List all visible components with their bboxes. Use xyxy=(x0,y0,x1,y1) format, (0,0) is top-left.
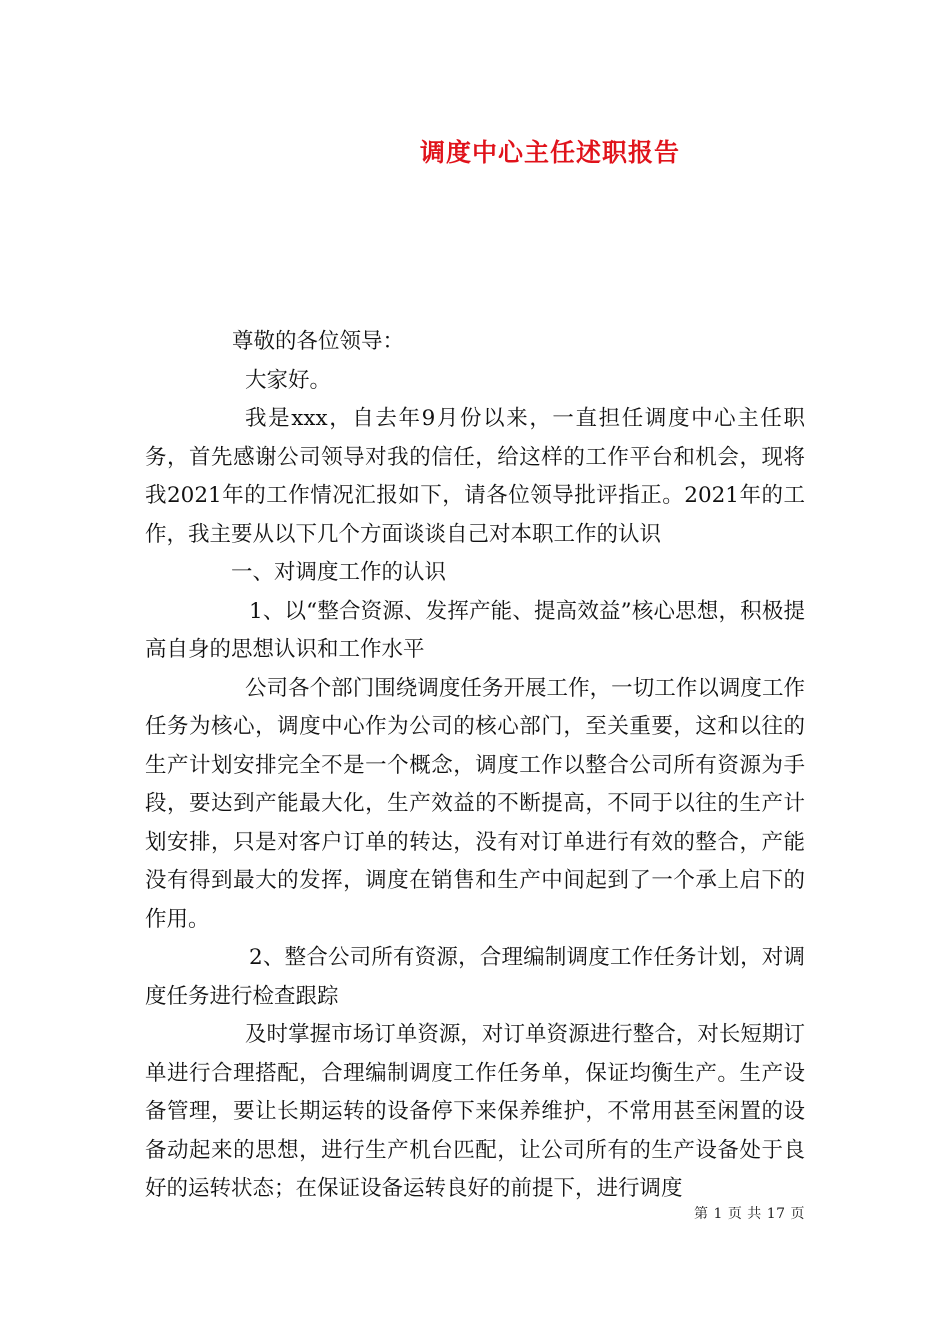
document-body xyxy=(145,323,805,1209)
document-title: 调度中心主任述职报告 xyxy=(419,138,680,167)
page-number: 第 1 页 共 17 页 xyxy=(694,1206,805,1222)
intro-paragraph: 我是xxx，自去年9月份以来，一直担任调度中心主任职务，首先感谢公司领导对我的信任，给这样的工作平台和机会，现将我2021年的工作情况汇报如下，请各位领导批评指正。2021年的工作，我主要从以下几个方面谈谈自己对本职工作的认识 xyxy=(145,406,805,547)
body-paragraph-1: 公司各个部门围绕调度任务开展工作，一切工作以调度工作任务为核心，调度中心作为公司的核心部门，至关重要，这和以往的生产计划安排完全不是一个概念，调度工作以整合公司所有资源为手段，要达到产能最大化，生产效益的不断提高，不同于以往的生产计划安排，只是对客户订单的转达，没有对订单进行有效的整合，产能没有得到最大的发挥，调度在销售和生产中间起到了一个承上启下的作用。 xyxy=(145,675,805,932)
subsection-heading-2: 2、整合公司所有资源，合理编制调度工作任务计划，对调度任务进行检查跟踪 xyxy=(145,945,805,1009)
greeting: 大家好。 xyxy=(245,367,332,393)
subsection-heading-1: 1、以“整合资源、发挥产能、提高效益”核心思想，积极提高自身的思想认识和工作水平 xyxy=(145,598,805,662)
salutation: 尊敬的各位领导： xyxy=(232,329,405,354)
body-paragraph-2: 及时掌握市场订单资源，对订单资源进行整合，对长短期订单进行合理搭配，合理编制调度工作任务单，保证均衡生产。生产设备管理，要让长期运转的设备停下来保养维护，不常用甚至闲置的设备动起来的思想，进行生产机台匹配，让公司所有的生产设备处于良好的运转状态；在保证设备运转良好的前提下，进行调度 xyxy=(145,1022,805,1201)
section-heading-1: 一、对调度工作的认识 xyxy=(231,560,447,585)
